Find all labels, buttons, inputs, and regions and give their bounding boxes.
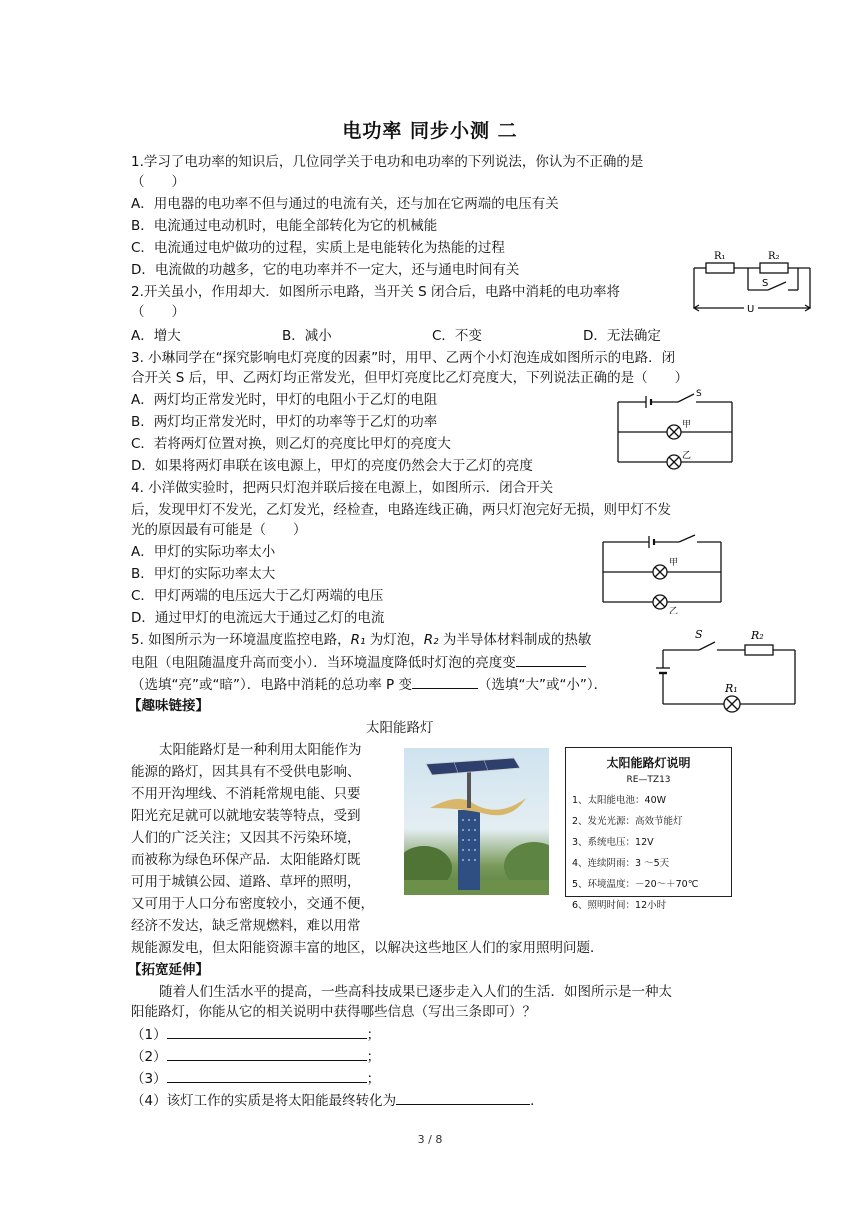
q1-stem: 1.学习了电功率的知识后，几位同学关于电功和电功率的下列说法，你认为不正确的是 xyxy=(131,154,644,170)
q1-bracket: （ ） xyxy=(131,174,185,190)
fun-heading: 【趣味链接】 xyxy=(128,698,209,714)
fun-line-3: 不用开沟埋线、不消耗常规电能、只要 xyxy=(131,786,361,802)
spec-item-6: 6、照明时间：12小时 xyxy=(572,900,667,911)
q2-fig-u: U xyxy=(747,304,755,315)
ext-item-1-semi: ； xyxy=(366,1027,381,1043)
q4-fig-jia: 甲 xyxy=(669,558,679,568)
ext-item-3-semi: ； xyxy=(366,1071,381,1087)
spec-item-2: 2、发光光源：高效节能灯 xyxy=(572,816,683,827)
fun-line-last: 规能源发电，但太阳能资源丰富的地区，以解决这些地区人们的家用照明问题． xyxy=(131,940,604,956)
fun-line-2: 能源的路灯，因其具有不受供电影响、 xyxy=(131,764,361,780)
q2-fig-r2: R₂ xyxy=(768,251,780,262)
q5-stem-part-c: 为半导体材料制成的热敏 xyxy=(438,632,592,648)
q3-fig-s: S xyxy=(696,389,702,399)
ext-blank-1[interactable] xyxy=(167,1024,367,1039)
q2-circuit-figure xyxy=(688,248,818,318)
q4-option-a: A．甲灯的实际功率太小 xyxy=(131,544,276,560)
q5-blank-power[interactable] xyxy=(412,674,478,689)
q5-circuit-figure xyxy=(655,622,801,714)
ext-blank-2[interactable] xyxy=(167,1046,367,1061)
fun-line-5: 人们的广泛关注；又因其不污染环境， xyxy=(131,830,361,846)
fun-line-9: 经济不发达，缺乏常规燃料，难以用常 xyxy=(131,918,361,934)
fun-line-7: 可用于城镇公园、道路、草坪的照明， xyxy=(131,874,361,890)
spec-item-3: 3、系统电压：12V xyxy=(572,837,654,848)
q3-stem-line2: 合开关 S 后，甲、乙两灯均正常发光，但甲灯亮度比乙灯亮度大，下列说法正确的是（ ） xyxy=(131,370,689,386)
fun-line-6: 而被称为绿色环保产品．太阳能路灯既 xyxy=(131,852,361,868)
q5-fig-s: S xyxy=(695,628,703,641)
ext-line-1: 随着人们生活水平的提高，一些高科技成果已逐步走入人们的生活．如图所示是一种太 xyxy=(159,984,672,1000)
q5-stem-line3-a: （选填“亮”或“暗”）．电路中消耗的总功率 P 变 xyxy=(131,677,412,693)
q3-circuit-figure xyxy=(612,386,738,472)
ext-item-3-label: （3） xyxy=(131,1071,167,1087)
page-title: 电功率 同步小测 二 xyxy=(342,120,518,142)
ext-blank-4[interactable] xyxy=(396,1090,530,1105)
q2-fig-s: S xyxy=(762,278,769,289)
q5-r2: R₂ xyxy=(423,632,439,648)
q5-fig-r1: R₁ xyxy=(725,682,738,695)
q3-option-b: B．两灯均正常发光时，甲灯的功率等于乙灯的功率 xyxy=(131,414,438,430)
q2-option-a: A．增大 xyxy=(131,328,181,344)
fun-line-1: 太阳能路灯是一种利用太阳能作为 xyxy=(159,742,362,758)
q5-stem-line2 xyxy=(131,652,586,673)
q2-option-c: C．不变 xyxy=(432,328,482,344)
q2-stem: 2.开关虽小，作用却大．如图所示电路，当开关 S 闭合后，电路中消耗的电功率将 xyxy=(131,284,621,300)
q4-option-c: C．甲灯两端的电压远大于乙灯两端的电压 xyxy=(131,588,384,604)
ext-item-4-text: （4）该灯工作的实质是将太阳能最终转化为 xyxy=(131,1093,397,1109)
q1-option-c: C．电流通过电炉做功的过程，实质上是电能转化为热能的过程 xyxy=(131,240,505,256)
ext-heading: 【拓宽延伸】 xyxy=(128,962,209,978)
q4-stem-line3: 光的原因最有可能是（ ） xyxy=(131,522,307,538)
q1-option-d: D．电流做的功越多，它的电功率并不一定大，还与通电时间有关 xyxy=(131,262,520,278)
q4-fig-yi: 乙 xyxy=(669,607,679,614)
ext-item-4-end: ． xyxy=(530,1093,544,1109)
page-number: 3 / 8 xyxy=(417,1133,443,1146)
q3-option-c: C．若将两灯位置对换，则乙灯的亮度比甲灯的亮度大 xyxy=(131,436,451,452)
fun-subtitle: 太阳能路灯 xyxy=(366,720,434,736)
fun-line-4: 阳光充足就可以就地安装等特点，受到 xyxy=(131,808,361,824)
ext-item-4 xyxy=(131,1090,544,1111)
spec-item-5: 5、环境温度：－20～＋70℃ xyxy=(572,879,699,890)
ext-item-2-semi: ； xyxy=(366,1049,381,1065)
q2-option-b: B．减小 xyxy=(282,328,332,344)
q3-stem-line1: 3. 小琳同学在“探究影响电灯亮度的因素”时，用甲、乙两个小灯泡连成如图所示的电路．闭 xyxy=(131,350,676,366)
q2-bracket: （ ） xyxy=(131,304,185,320)
q3-fig-yi: 乙 xyxy=(682,451,692,461)
q5-stem-part-a: 5. 如图所示为一环境温度监控电路， xyxy=(131,632,351,648)
q5-stem-line2-text: 电阻（电阻随温度升高而变小）．当环境温度降低时灯泡的亮度变 xyxy=(131,655,516,671)
q3-fig-jia: 甲 xyxy=(682,420,692,430)
spec-model: RE—TZ13 xyxy=(626,775,671,785)
q5-stem-line3-b: （选填“大”或“小”）． xyxy=(477,677,608,693)
solar-lamp-spec-card xyxy=(565,747,732,911)
q2-fig-r1: R₁ xyxy=(714,251,726,262)
q5-stem-line1 xyxy=(131,630,591,650)
q2-option-d: D．无法确定 xyxy=(583,328,661,344)
q4-circuit-figure xyxy=(597,530,727,614)
q5-r1: R₁ xyxy=(350,632,366,648)
ext-blank-3[interactable] xyxy=(167,1068,367,1083)
q5-fig-r2: R₂ xyxy=(751,629,764,642)
spec-item-4: 4、连续阴雨：3 ～5天 xyxy=(572,858,670,869)
ext-item-2-label: （2） xyxy=(131,1049,167,1065)
fun-line-8: 又可用于人口分布密度较小，交通不便， xyxy=(131,896,374,912)
q4-option-b: B．甲灯的实际功率太大 xyxy=(131,566,276,582)
spec-item-1: 1、太阳能电池：40W xyxy=(572,795,667,806)
spec-title: 太阳能路灯说明 xyxy=(606,756,691,770)
ext-item-3 xyxy=(131,1068,380,1089)
q4-option-d: D．通过甲灯的电流远大于通过乙灯的电流 xyxy=(131,610,385,626)
ext-line-2: 阳能路灯，你能从它的相关说明中获得哪些信息（写出三条即可）？ xyxy=(131,1004,536,1020)
solar-lamp-photo xyxy=(404,748,549,895)
q1-option-a: A．用电器的电功率不但与通过的电流有关，还与加在它两端的电压有关 xyxy=(131,196,559,212)
q5-blank-brightness[interactable] xyxy=(516,652,586,667)
ext-item-1 xyxy=(131,1024,380,1045)
q3-option-a: A．两灯均正常发光时，甲灯的电阻小于乙灯的电阻 xyxy=(131,392,438,408)
q4-stem-line1: 4. 小洋做实验时，把两只灯泡并联后接在电源上，如图所示．闭合开关 xyxy=(131,480,554,496)
ext-item-1-label: （1） xyxy=(131,1027,167,1043)
q5-stem-line3 xyxy=(131,674,607,695)
q5-stem-part-b: 为灯泡， xyxy=(365,632,424,648)
ext-item-2 xyxy=(131,1046,380,1067)
q4-stem-line2: 后，发现甲灯不发光，乙灯发光，经检查，电路连线正确，两只灯泡完好无损，则甲灯不发 xyxy=(131,502,671,518)
q3-option-d: D．如果将两灯串联在该电源上，甲灯的亮度仍然会大于乙灯的亮度 xyxy=(131,458,533,474)
q1-option-b: B．电流通过电动机时，电能全部转化为它的机械能 xyxy=(131,218,438,234)
